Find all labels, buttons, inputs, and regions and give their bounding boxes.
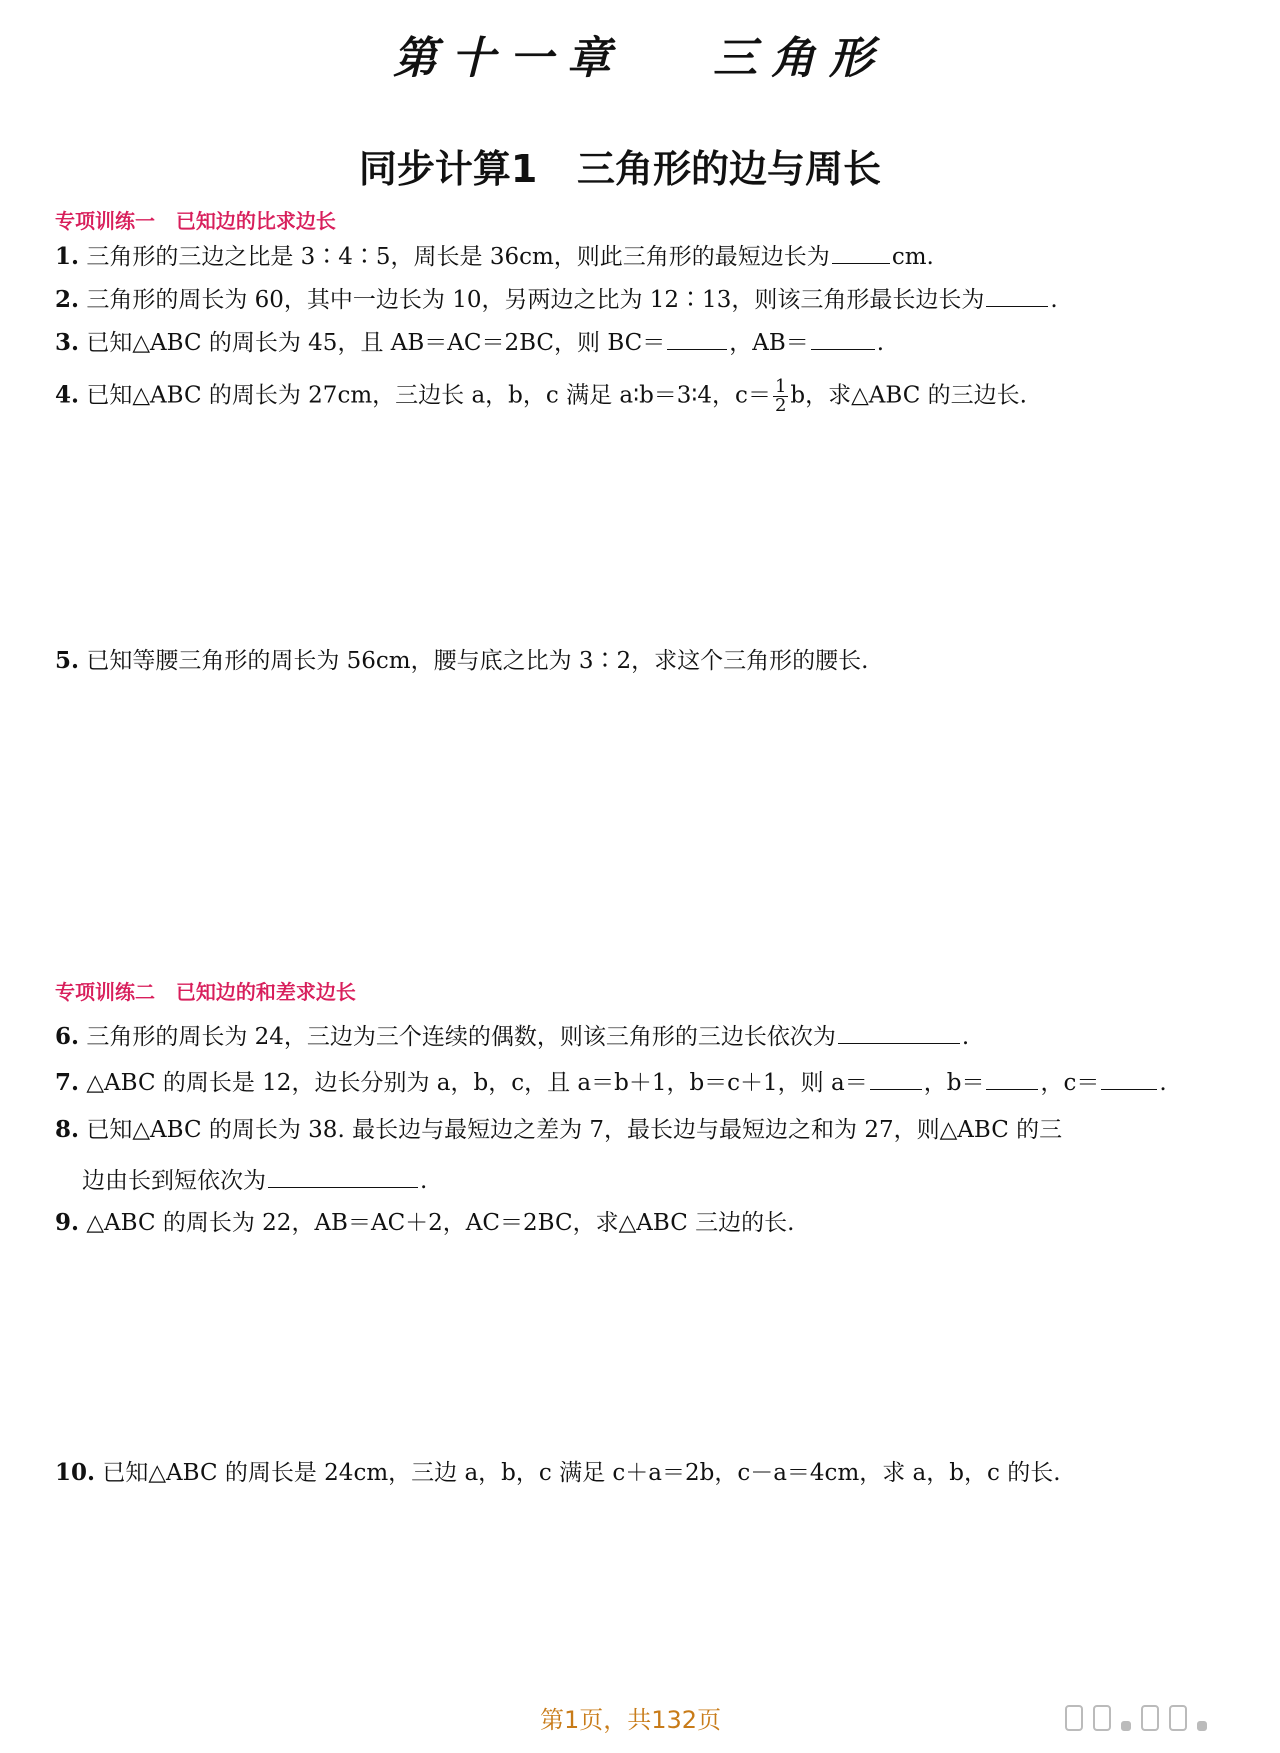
problem-text: 已知△ABC 的周长是 24cm，三边 a，b，c 满足 c＋a＝2b，c－a＝4cm，求 a，b，c 的长. [102,1460,1061,1486]
problem-text: 三角形的周长为 60，其中一边长为 10，另两边之比为 12∶13，则该三角形最长边长为 [86,287,985,313]
answer-blank[interactable] [986,284,1048,307]
problem-number: 3. [55,329,80,356]
problem-text-mid: ，AB＝ [729,330,809,356]
training-heading-2: 专项训练二 已知边的和差求边长 [55,980,356,1004]
problem-2 [55,283,1058,317]
answer-blank-c[interactable] [1101,1067,1157,1090]
scan-mark-box-icon [1065,1705,1083,1731]
problem-number: 8. [55,1116,80,1143]
problem-number: 4. [55,381,80,409]
problem-number: 10. [55,1459,96,1486]
fraction [773,378,788,415]
problem-text: △ABC 的周长是 12，边长分别为 a，b，c，且 a＝b＋1，b＝c＋1，则 a＝ [86,1070,868,1096]
problem-3 [55,326,884,360]
training-heading-1: 专项训练一 已知边的比求边长 [55,209,336,233]
problem-text-cont: 边由长到短依次为 [82,1168,266,1194]
scan-mark-box-icon [1093,1705,1111,1731]
scan-mark [1065,1705,1207,1731]
problem-number: 9. [55,1209,80,1236]
problem-text: 已知△ABC 的周长为 45，且 AB＝AC＝2BC，则 BC＝ [86,330,666,356]
problem-text-end: cm. [891,244,934,270]
problem-10 [55,1456,1061,1490]
problem-text-end: . [1050,287,1058,313]
answer-blank[interactable] [832,241,890,264]
problem-number: 6. [55,1023,80,1050]
answer-blank-b[interactable] [986,1067,1038,1090]
problem-9 [55,1206,794,1240]
section-title: 同步计算1 三角形的边与周长 [358,147,882,191]
problem-text-end: . [876,330,885,356]
problem-1 [55,240,934,274]
problem-7 [55,1066,1167,1100]
fraction-denominator: 2 [774,395,787,416]
fraction-numerator: 1 [774,376,787,397]
problem-text-end: . [1159,1070,1167,1096]
problem-text: 已知等腰三角形的周长为 56cm，腰与底之比为 3∶2，求这个三角形的腰长. [86,648,869,674]
problem-text-c: ，c＝ [1040,1070,1100,1096]
problem-8 [55,1113,1062,1147]
problem-text-end: . [961,1024,970,1050]
problem-5 [55,644,869,678]
problem-8-continuation [82,1162,427,1195]
scan-mark-dot-icon [1197,1721,1207,1731]
answer-blank-bc[interactable] [667,327,727,350]
problem-number: 7. [55,1069,80,1096]
problem-text: 三角形的周长为 24，三边为三个连续的偶数，则该三角形的三边长依次为 [86,1024,836,1050]
answer-blank-ab[interactable] [811,327,875,350]
problem-4 [55,378,1027,415]
problem-text: 三角形的三边之比是 3∶4∶5，周长是 36cm，则此三角形的最短边长为 [86,244,830,270]
answer-blank-a[interactable] [870,1067,922,1090]
chapter-title: 第十一章 三角形 [393,33,887,84]
page-indicator: 第1页，共132页 [540,1706,722,1734]
problem-text: 已知△ABC 的周长为 38. 最长边与最短边之差为 7，最长边与最短边之和为 27，则△ABC 的三 [86,1117,1063,1143]
problem-text: 已知△ABC 的周长为 27cm，三边长 a，b，c 满足 a∶b＝3∶4，c＝ [86,382,771,409]
problem-text: △ABC 的周长为 22，AB＝AC＋2，AC＝2BC，求△ABC 三边的长. [86,1210,795,1236]
scan-mark-box-icon [1169,1705,1187,1731]
problem-number: 5. [55,647,80,674]
problem-6 [55,1020,969,1054]
problem-number: 1. [55,243,80,270]
answer-blank[interactable] [268,1165,418,1188]
problem-text-end: . [420,1168,428,1194]
scan-mark-dot-icon [1121,1721,1131,1731]
problem-text-end: b，求△ABC 的三边长. [790,382,1027,409]
answer-blank[interactable] [838,1021,960,1044]
scan-mark-box-icon [1141,1705,1159,1731]
problem-text-b: ，b＝ [923,1070,985,1096]
problem-number: 2. [55,286,80,313]
